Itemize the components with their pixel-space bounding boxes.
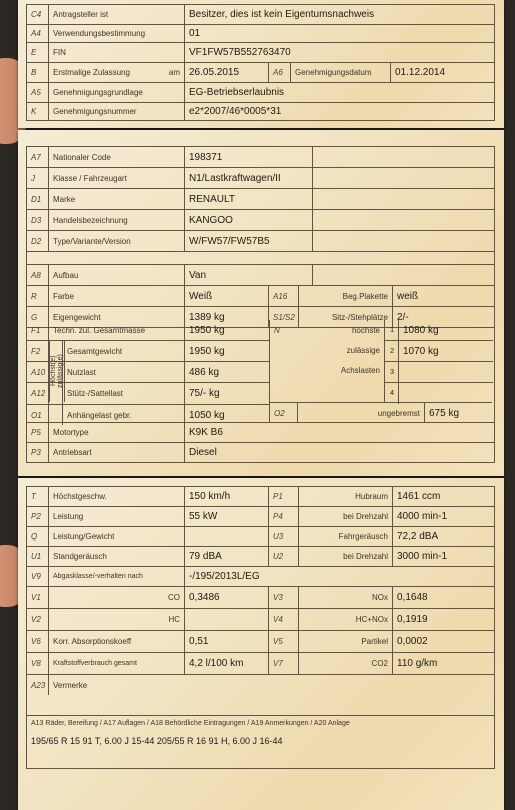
label-leistung: Leistung — [53, 512, 84, 521]
row-k — [27, 103, 494, 120]
label-handelsbezeichnung: Handelsbezeichnung — [53, 215, 128, 225]
row-e — [27, 43, 494, 63]
axle-row-1 — [385, 320, 493, 341]
code-p4: P4 — [273, 512, 283, 521]
document-section-3 — [18, 478, 504, 810]
row-v9 — [27, 567, 494, 587]
value-partikel: 0,0002 — [397, 636, 428, 647]
axle-number-1: 1 — [390, 326, 394, 334]
label-absorption: Korr. Absorptionskoeff — [53, 637, 132, 646]
label-fin: FIN — [53, 48, 66, 57]
code-e: E — [31, 48, 37, 57]
axle-row-2 — [385, 341, 493, 362]
label-hoechstgeschw: Höchstgeschw. — [53, 492, 107, 501]
code-a4: A4 — [31, 29, 41, 38]
row-v6 — [27, 631, 494, 653]
value-c4: Besitzer, dies ist kein Eigentumsnachweis — [189, 9, 375, 20]
row-d2 — [27, 231, 494, 252]
code-v5: V5 — [273, 637, 283, 646]
label-am: am — [168, 68, 180, 77]
row-a7 — [27, 147, 494, 168]
identification-table — [26, 4, 495, 121]
label-hoechst-zulaessig: Höchst(e) zulässig(e) — [50, 354, 64, 388]
value-genehmigungsnummer: e2*2007/46*0005*31 — [189, 106, 282, 117]
code-a5: A5 — [31, 88, 41, 97]
value-hc-nox: 0,1919 — [397, 614, 428, 625]
code-a10: A10 — [31, 367, 46, 377]
value-stuetzlast: 75/- kg — [189, 388, 220, 399]
code-v6: V6 — [31, 637, 41, 646]
label-leistung-gewicht: Leistung/Gewicht — [53, 532, 115, 541]
value-absorption: 0,51 — [189, 636, 209, 647]
label-ungebremst: ungebremst — [377, 408, 420, 418]
code-d2: D2 — [31, 236, 42, 246]
code-u1: U1 — [31, 552, 42, 561]
document-section-2 — [18, 130, 504, 476]
row-v2 — [27, 609, 494, 631]
code-v8: V8 — [31, 659, 41, 668]
label-nox: NOx — [372, 593, 388, 602]
label-genehmigungsdatum: Genehmigungsdatum — [295, 68, 372, 77]
code-a23: A23 — [31, 680, 46, 690]
engine-table — [26, 422, 495, 463]
label-genehmigungsnummer: Genehmigungsnummer — [53, 107, 137, 116]
value-anhaengelast: 1050 kg — [189, 409, 225, 421]
label-eigengewicht: Eigengewicht — [53, 312, 101, 322]
code-p2: P2 — [31, 512, 41, 521]
value-drehzahl-u2: 3000 min-1 — [397, 551, 448, 562]
row-t — [27, 487, 494, 507]
value-abgasklasse: -/195/2013L/EG — [189, 571, 260, 582]
label-c4: Antragsteller ist — [53, 10, 109, 19]
axle-number-2: 2 — [390, 347, 394, 355]
value-hubraum: 1461 ccm — [397, 491, 441, 502]
row-a4 — [27, 25, 494, 43]
label-type: Type/Variante/Version — [53, 236, 131, 246]
code-u3: U3 — [273, 532, 284, 541]
value-farbe: Weiß — [189, 290, 213, 302]
code-s1s2: S1/S2 — [273, 312, 295, 322]
label-abgasklasse: Abgasklasse/-verhalten nach — [53, 573, 143, 580]
value-nationaler-code: 198371 — [189, 151, 223, 163]
spacer-row — [27, 252, 494, 265]
value-kraftstoffverbrauch: 4,2 l/100 km — [189, 658, 244, 669]
code-v4: V4 — [273, 615, 283, 624]
label-aufbau: Aufbau — [53, 270, 79, 280]
label-hubraum: Hubraum — [355, 492, 388, 501]
remarks-block — [27, 716, 494, 768]
weights-table — [26, 320, 495, 423]
value-leistung: 55 kW — [189, 511, 218, 522]
label-nationaler-code: Nationaler Code — [53, 152, 111, 162]
label-hc: HC — [168, 615, 180, 624]
value-erstzulassung: 26.05.2015 — [189, 67, 240, 78]
label-standgeraeusch: Standgeräusch — [53, 552, 107, 561]
label-gesamtgewicht: Gesamtgewicht — [67, 346, 123, 356]
code-r: R — [31, 291, 37, 301]
code-g: G — [31, 312, 38, 322]
value-gesamtmasse: 1950 kg — [189, 324, 225, 336]
label-gesamtmasse: Techn. zul. Gesamtmasse — [53, 325, 146, 335]
value-nox: 0,1648 — [397, 592, 428, 603]
code-p1: P1 — [273, 492, 283, 501]
row-a23 — [27, 675, 494, 716]
value-plakette: weiß — [397, 290, 419, 302]
value-standgeraeusch: 79 dBA — [189, 551, 222, 562]
code-t: T — [31, 492, 36, 501]
label-farbe: Farbe — [53, 291, 74, 301]
label-klasse: Klasse / Fahrzeugart — [53, 173, 127, 183]
label-achs-hoechste: höchste — [351, 325, 380, 335]
value-motortype: K9K B6 — [189, 427, 223, 438]
label-remarks: A13 Räder, Bereifung / A17 Auflagen / A18 Behördliche Eintragungen / A19 Anmerkungen / A20 Anlage — [31, 720, 350, 727]
vehicle-table — [26, 146, 495, 328]
code-v7: V7 — [273, 659, 283, 668]
value-remarks: 195/65 R 15 91 T, 6.00 J 15-44 205/55 R 16 91 H, 6.00 J 16-44 — [31, 736, 283, 746]
code-v3: V3 — [273, 593, 283, 602]
code-b: B — [31, 68, 37, 77]
axle-number-3: 3 — [390, 368, 394, 376]
code-j: J — [31, 173, 35, 183]
label-a4: Verwendungsbestimmung — [53, 29, 146, 38]
row-u1 — [27, 547, 494, 567]
axle-value-1: 1080 kg — [403, 324, 439, 336]
code-v1: V1 — [31, 593, 41, 602]
document-section-1 — [18, 0, 504, 128]
value-sitzplaetze: 2/- — [397, 311, 409, 323]
row-c4 — [27, 5, 494, 25]
code-a8: A8 — [31, 270, 41, 280]
value-klasse: N1/Lastkraftwagen/II — [189, 172, 281, 184]
label-anhaengelast: Anhängelast gebr. — [67, 410, 132, 420]
row-p2 — [27, 507, 494, 527]
row-d3 — [27, 210, 494, 231]
row-p5 — [27, 423, 494, 443]
value-fahrgeraeusch: 72,2 dBA — [397, 531, 439, 542]
value-eigengewicht: 1389 kg — [189, 311, 225, 323]
row-a8 — [27, 265, 494, 286]
label-vermerke: Vermerke — [53, 680, 88, 690]
row-v8 — [27, 653, 494, 675]
row-d1 — [27, 189, 494, 210]
code-d1: D1 — [31, 194, 42, 204]
code-o2: O2 — [274, 408, 285, 418]
value-ungebremst: 675 kg — [429, 407, 460, 419]
label-drehzahl-u2: bei Drehzahl — [343, 552, 388, 561]
code-f1: F1 — [31, 325, 41, 335]
code-c4: C4 — [31, 10, 42, 19]
code-v2: V2 — [31, 615, 41, 624]
value-co2: 110 g/km — [397, 658, 438, 669]
label-stuetzlast: Stütz-/Sattellast — [67, 389, 124, 398]
label-achs-zulaessige: zulässige — [346, 345, 380, 355]
label-nutzlast: Nutzlast — [67, 367, 96, 377]
label-drehzahl-p4: bei Drehzahl — [343, 512, 388, 521]
row-f1 — [27, 320, 269, 341]
code-u2: U2 — [273, 552, 284, 561]
label-achslasten: Achslasten — [340, 365, 380, 375]
value-aufbau: Van — [189, 269, 207, 281]
code-f2: F2 — [31, 346, 41, 356]
code-n: N — [274, 325, 280, 335]
value-genehmigungsgrundlage: EG-Betriebserlaubnis — [189, 87, 285, 98]
label-partikel: Partikel — [361, 637, 388, 646]
label-genehmigungsgrundlage: Genehmigungsgrundlage — [53, 88, 143, 97]
code-d3: D3 — [31, 215, 42, 225]
technical-table — [26, 486, 495, 769]
code-q: Q — [31, 532, 38, 541]
value-antriebsart: Diesel — [189, 447, 217, 458]
value-co: 0,3486 — [189, 592, 220, 603]
row-j — [27, 168, 494, 189]
label-fahrgeraeusch: Fahrgeräusch — [338, 532, 388, 541]
label-sitzplaetze: Sitz-/Stehplätze — [331, 312, 388, 322]
label-co: CO — [168, 593, 180, 602]
label-co2: CO2 — [371, 659, 388, 668]
value-fin: VF1FW57B552763470 — [189, 47, 291, 58]
value-gesamtgewicht: 1950 kg — [189, 345, 225, 357]
value-drehzahl-p4: 4000 min-1 — [397, 511, 448, 522]
axle-number-4: 4 — [390, 390, 394, 397]
code-a7: A7 — [31, 152, 41, 162]
code-a6: A6 — [273, 68, 283, 77]
code-v9: V9 — [31, 572, 41, 581]
value-handelsbezeichnung: KANGOO — [189, 214, 233, 226]
value-a4: 01 — [189, 28, 201, 39]
axle-row-4 — [385, 383, 493, 404]
label-hc-nox: HC+NOx — [355, 615, 388, 624]
label-antriebsart: Antriebsart — [53, 448, 92, 457]
value-type: W/FW57/FW57B5 — [189, 235, 270, 247]
label-marke: Marke — [53, 194, 76, 204]
row-q — [27, 527, 494, 547]
value-hoechstgeschw: 150 km/h — [189, 491, 231, 502]
value-genehmigungsdatum: 01.12.2014 — [395, 67, 446, 78]
code-k: K — [31, 107, 37, 116]
axle-row-3 — [385, 362, 493, 383]
code-a16: A16 — [273, 291, 288, 301]
code-a12: A12 — [31, 389, 46, 398]
axle-value-2: 1070 kg — [403, 345, 439, 357]
row-v1 — [27, 587, 494, 609]
label-erstzulassung: Erstmalige Zulassung — [53, 68, 130, 77]
label-kraftstoffverbrauch: Kraftstoffverbrauch gesamt — [53, 660, 137, 667]
code-p5: P5 — [31, 428, 41, 437]
label-plakette: Beg.Plakette — [342, 291, 388, 301]
value-nutzlast: 486 kg — [189, 366, 220, 378]
code-p3: P3 — [31, 448, 41, 457]
code-o1: O1 — [31, 410, 42, 420]
row-p3 — [27, 443, 494, 462]
label-motortype: Motortype — [53, 428, 89, 437]
row-r — [27, 286, 494, 307]
row-b — [27, 63, 494, 83]
row-a5 — [27, 83, 494, 103]
value-marke: RENAULT — [189, 193, 235, 205]
